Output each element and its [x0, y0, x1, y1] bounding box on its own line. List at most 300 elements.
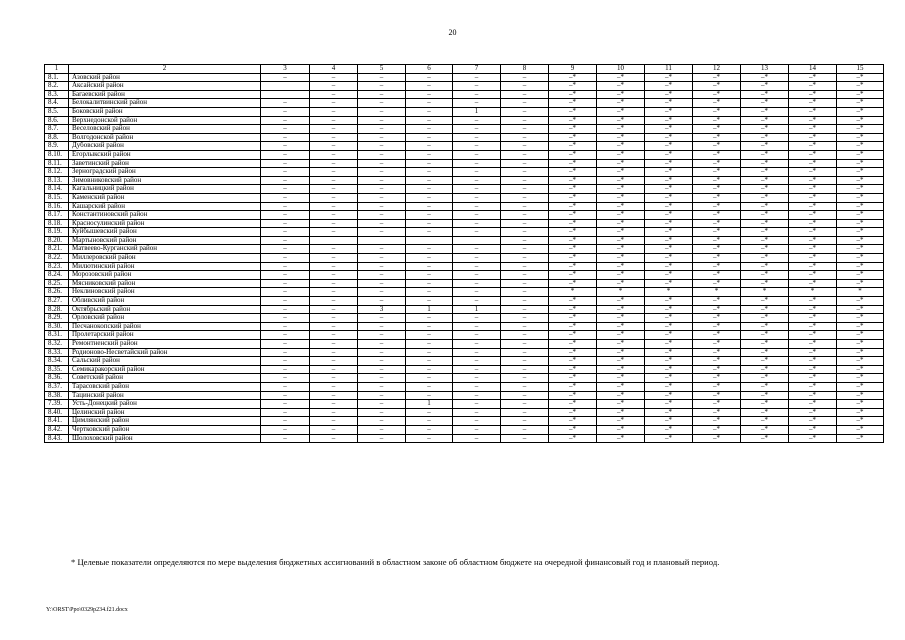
row-number: 8.7.	[45, 125, 69, 134]
table-cell: –*	[837, 202, 884, 211]
table-cell: –	[310, 228, 358, 237]
table-cell: –	[358, 348, 406, 357]
table-cell: –*	[741, 185, 789, 194]
table-cell: –*	[549, 133, 597, 142]
table-cell: –*	[645, 90, 693, 99]
table-cell: –	[453, 340, 501, 349]
table-cell: –*	[693, 176, 741, 185]
table-cell: –	[406, 107, 453, 116]
table-cell: –*	[549, 236, 597, 245]
table-cell: –*	[693, 382, 741, 391]
table-cell: –*	[741, 176, 789, 185]
table-cell: –*	[549, 365, 597, 374]
table-cell: –	[501, 408, 549, 417]
table-cell: –	[501, 288, 549, 297]
row-number: 8.13.	[45, 176, 69, 185]
table-cell: –	[358, 159, 406, 168]
table-cell: –	[261, 116, 310, 125]
table-cell: –	[261, 176, 310, 185]
table-cell: –*	[597, 133, 645, 142]
table-header-row	[45, 65, 884, 74]
table-cell: –*	[741, 305, 789, 314]
table-row	[45, 357, 884, 366]
district-name: Аксайский район	[69, 82, 261, 91]
table-cell: –*	[741, 365, 789, 374]
table-cell: –*	[837, 254, 884, 263]
table-cell: –*	[837, 142, 884, 151]
table-cell: –*	[597, 382, 645, 391]
table-cell: –	[406, 408, 453, 417]
table-cell: *	[549, 288, 597, 297]
row-number: 8.9.	[45, 142, 69, 151]
table-cell: –	[261, 245, 310, 254]
district-name: Ремонтненский район	[69, 340, 261, 349]
column-header: 5	[358, 65, 406, 74]
table-cell: –	[261, 288, 310, 297]
table-cell: *	[741, 288, 789, 297]
table-cell: –*	[741, 159, 789, 168]
table-cell: –*	[693, 262, 741, 271]
table-row	[45, 236, 884, 245]
table-cell: –	[501, 348, 549, 357]
table-cell: 1	[406, 400, 453, 409]
table-cell: –	[406, 73, 453, 82]
row-number: 8.11.	[45, 159, 69, 168]
table-cell: –*	[549, 314, 597, 323]
table-cell: –*	[741, 107, 789, 116]
table-cell: –	[358, 193, 406, 202]
table-cell: –	[310, 185, 358, 194]
table-cell: –	[453, 288, 501, 297]
district-name: Пролетарский район	[69, 331, 261, 340]
table-cell: –	[261, 271, 310, 280]
table-cell: –*	[837, 279, 884, 288]
table-cell: –*	[693, 142, 741, 151]
row-number: 8.10.	[45, 150, 69, 159]
row-number: 8.43.	[45, 434, 69, 443]
table-cell: –	[501, 116, 549, 125]
table-row	[45, 82, 884, 91]
table-cell: –*	[597, 417, 645, 426]
table-cell: –*	[693, 228, 741, 237]
table-cell: –*	[549, 185, 597, 194]
row-number: 7.39.	[45, 400, 69, 409]
table-cell: –*	[741, 133, 789, 142]
table-cell: –	[358, 202, 406, 211]
table-cell: –*	[549, 254, 597, 263]
table-cell: –*	[789, 185, 837, 194]
table-cell: –*	[837, 374, 884, 383]
district-name: Зерноградский район	[69, 168, 261, 177]
table-cell: –	[358, 425, 406, 434]
table-cell: –	[358, 262, 406, 271]
footnote: * Целевые показатели определяются по мере выделения бюджетных ассигнований в областном законе об областном бюджете на очередной финансовый год и плановый период.	[71, 557, 720, 567]
table-cell: –	[310, 365, 358, 374]
table-row	[45, 271, 884, 280]
table-cell: –*	[693, 254, 741, 263]
table-row	[45, 185, 884, 194]
table-cell: *	[789, 288, 837, 297]
table-cell: –	[358, 254, 406, 263]
row-number: 8.3.	[45, 90, 69, 99]
table-cell: –*	[597, 322, 645, 331]
table-row	[45, 116, 884, 125]
table-cell: –	[261, 331, 310, 340]
column-header: 1	[45, 65, 69, 74]
table-cell: –*	[789, 365, 837, 374]
row-number: 8.26.	[45, 288, 69, 297]
table-cell: –*	[549, 279, 597, 288]
table-cell: –*	[789, 417, 837, 426]
table-cell: –*	[837, 211, 884, 220]
table-cell: –*	[789, 297, 837, 306]
table-cell: –*	[597, 357, 645, 366]
table-cell: –	[501, 107, 549, 116]
table-cell: –	[261, 202, 310, 211]
table-cell: –*	[549, 99, 597, 108]
table-cell: –*	[693, 150, 741, 159]
table-cell: –	[406, 425, 453, 434]
table-cell: –*	[741, 99, 789, 108]
table-cell: 1	[453, 305, 501, 314]
table-cell: –*	[693, 417, 741, 426]
table-cell: –	[453, 374, 501, 383]
table-cell: –*	[741, 228, 789, 237]
table-cell: –*	[645, 271, 693, 280]
table-cell: –	[406, 279, 453, 288]
table-cell: –	[310, 245, 358, 254]
table-cell: –	[453, 150, 501, 159]
district-name: Багаевский район	[69, 90, 261, 99]
table-cell: –	[358, 73, 406, 82]
table-cell: –	[406, 434, 453, 443]
table-cell: –*	[693, 365, 741, 374]
table-cell: –*	[597, 142, 645, 151]
table-cell: –*	[741, 400, 789, 409]
table-cell: –*	[789, 271, 837, 280]
row-number: 8.29.	[45, 314, 69, 323]
row-number: 8.5.	[45, 107, 69, 116]
row-number: 8.25.	[45, 279, 69, 288]
row-number: 8.40.	[45, 408, 69, 417]
district-name: Заветинский район	[69, 159, 261, 168]
table-cell: –	[310, 107, 358, 116]
table-cell: –	[501, 314, 549, 323]
table-cell: –*	[789, 391, 837, 400]
district-name: Веселовский район	[69, 125, 261, 134]
table-cell	[358, 236, 406, 245]
table-cell: –*	[837, 236, 884, 245]
table-cell: –	[358, 314, 406, 323]
table-cell: –	[501, 305, 549, 314]
table-cell: –	[453, 159, 501, 168]
table-cell: –	[501, 331, 549, 340]
table-cell: –	[453, 408, 501, 417]
table-cell: –*	[789, 219, 837, 228]
table-cell: –*	[597, 314, 645, 323]
table-cell: –*	[741, 254, 789, 263]
table-cell: –*	[837, 107, 884, 116]
table-cell: –	[310, 202, 358, 211]
district-name: Волгодонской район	[69, 133, 261, 142]
table-cell: –*	[693, 314, 741, 323]
table-cell: –*	[645, 228, 693, 237]
table-cell: –	[406, 365, 453, 374]
table-row	[45, 107, 884, 116]
table-row	[45, 228, 884, 237]
table-cell: –*	[741, 211, 789, 220]
column-header: 2	[69, 65, 261, 74]
table-cell: –*	[645, 159, 693, 168]
table-cell: *	[693, 288, 741, 297]
table-cell: 1	[406, 305, 453, 314]
table-cell: –	[358, 99, 406, 108]
table-cell: –*	[549, 425, 597, 434]
table-cell: –	[501, 90, 549, 99]
table-cell: –*	[693, 82, 741, 91]
table-cell: –	[453, 400, 501, 409]
table-cell: –*	[693, 425, 741, 434]
table-cell: –	[261, 228, 310, 237]
table-cell: –	[358, 382, 406, 391]
table-cell: –*	[741, 168, 789, 177]
table-cell: –	[501, 340, 549, 349]
row-number: 8.27.	[45, 297, 69, 306]
district-name: Матвеево-Курганский район	[69, 245, 261, 254]
table-cell: –	[501, 142, 549, 151]
district-name: Мартыновский район	[69, 236, 261, 245]
table-cell: –*	[549, 150, 597, 159]
table-cell: –*	[741, 193, 789, 202]
table-cell: 1	[453, 107, 501, 116]
table-cell: –	[358, 211, 406, 220]
table-row	[45, 434, 884, 443]
table-cell: –*	[789, 99, 837, 108]
table-cell: –	[501, 434, 549, 443]
table-cell: –	[406, 288, 453, 297]
table-cell: –	[261, 185, 310, 194]
table-cell: –	[261, 374, 310, 383]
table-cell: –	[358, 90, 406, 99]
table-cell: –*	[645, 417, 693, 426]
table-cell: –	[261, 211, 310, 220]
table-cell: –*	[741, 425, 789, 434]
table-cell: –*	[693, 90, 741, 99]
table-cell: –	[406, 417, 453, 426]
table-cell: –*	[597, 408, 645, 417]
district-name: Шолоховский район	[69, 434, 261, 443]
table-cell: –	[406, 340, 453, 349]
table-cell: –	[501, 125, 549, 134]
table-cell: –*	[837, 297, 884, 306]
table-row	[45, 305, 884, 314]
district-name: Сальский район	[69, 357, 261, 366]
table-cell: –*	[837, 219, 884, 228]
table-cell: –	[310, 357, 358, 366]
table-cell: –*	[741, 116, 789, 125]
row-number: 8.17.	[45, 211, 69, 220]
table-cell: –	[358, 357, 406, 366]
table-cell: –	[358, 271, 406, 280]
table-cell: –*	[837, 133, 884, 142]
table-cell: –	[453, 176, 501, 185]
column-header: 10	[597, 65, 645, 74]
table-cell: –	[453, 254, 501, 263]
table-cell: –	[358, 417, 406, 426]
table-cell: –	[453, 219, 501, 228]
table-cell: –*	[789, 382, 837, 391]
table-cell: –*	[645, 73, 693, 82]
table-cell: –*	[789, 202, 837, 211]
table-cell: –*	[837, 159, 884, 168]
table-cell: –	[358, 125, 406, 134]
table-cell	[261, 90, 310, 99]
table-cell: –*	[549, 374, 597, 383]
table-cell: –*	[789, 331, 837, 340]
table-cell: –	[453, 262, 501, 271]
district-name: Кагальницкий район	[69, 185, 261, 194]
district-name: Милютинский район	[69, 262, 261, 271]
table-cell: –*	[789, 340, 837, 349]
table-cell: –	[406, 133, 453, 142]
row-number: 8.23.	[45, 262, 69, 271]
table-cell: –	[358, 107, 406, 116]
table-cell: –*	[549, 90, 597, 99]
table-cell: –	[406, 202, 453, 211]
table-cell: –*	[597, 365, 645, 374]
table-cell: –	[261, 254, 310, 263]
table-cell: –*	[837, 365, 884, 374]
table-cell: –	[358, 400, 406, 409]
table-cell: –	[501, 391, 549, 400]
table-cell: –*	[789, 90, 837, 99]
table-row	[45, 133, 884, 142]
table-cell: –	[406, 116, 453, 125]
table-row	[45, 331, 884, 340]
table-cell: –*	[789, 159, 837, 168]
table-cell	[261, 82, 310, 91]
table-row	[45, 297, 884, 306]
table-cell: –	[310, 116, 358, 125]
table-cell: –*	[597, 107, 645, 116]
table-cell: –*	[837, 322, 884, 331]
district-name: Песчанокопский район	[69, 322, 261, 331]
row-number: 8.4.	[45, 99, 69, 108]
table-cell: –*	[789, 211, 837, 220]
table-cell: –	[358, 228, 406, 237]
table-cell: –	[501, 168, 549, 177]
table-cell: –*	[549, 297, 597, 306]
table-cell: –*	[597, 202, 645, 211]
table-cell: –*	[597, 236, 645, 245]
table-row	[45, 219, 884, 228]
table-cell	[310, 236, 358, 245]
table-cell: –	[310, 142, 358, 151]
table-cell: –*	[597, 400, 645, 409]
table-cell: –*	[549, 211, 597, 220]
table-cell: –	[310, 159, 358, 168]
table-cell: –	[310, 400, 358, 409]
table-cell: –	[453, 202, 501, 211]
table-cell: –	[310, 211, 358, 220]
table-cell: –	[358, 391, 406, 400]
table-cell: 3	[358, 305, 406, 314]
table-cell: –*	[693, 348, 741, 357]
table-cell: –*	[741, 236, 789, 245]
table-cell: –	[406, 150, 453, 159]
table-cell: –	[310, 176, 358, 185]
table-row	[45, 159, 884, 168]
table-cell: –	[406, 322, 453, 331]
table-cell: –*	[741, 202, 789, 211]
column-header: 3	[261, 65, 310, 74]
file-path: Y:\ORST\Ppo\0329p234.f21.docx	[46, 607, 128, 613]
table-cell: –*	[549, 262, 597, 271]
table-cell: –	[453, 314, 501, 323]
table-row	[45, 90, 884, 99]
table-cell: –*	[789, 245, 837, 254]
table-cell: –	[453, 425, 501, 434]
table-cell: –*	[549, 228, 597, 237]
table-cell: –*	[549, 125, 597, 134]
district-name: Верхнедонской район	[69, 116, 261, 125]
district-name: Азовский район	[69, 73, 261, 82]
district-name: Миллеровский район	[69, 254, 261, 263]
table-cell: –	[358, 142, 406, 151]
table-cell: –*	[837, 391, 884, 400]
table-cell: –	[406, 193, 453, 202]
table-cell: –	[310, 340, 358, 349]
table-cell: –*	[549, 417, 597, 426]
district-name: Красносулинский район	[69, 219, 261, 228]
table-cell: –*	[645, 116, 693, 125]
table-cell: –	[310, 408, 358, 417]
table-row	[45, 202, 884, 211]
table-cell: –*	[789, 133, 837, 142]
table-cell: –*	[741, 340, 789, 349]
column-header: 8	[501, 65, 549, 74]
table-cell: –	[453, 185, 501, 194]
table-cell: –*	[549, 245, 597, 254]
table-cell: –	[310, 348, 358, 357]
table-cell: –*	[645, 279, 693, 288]
table-cell: –*	[693, 297, 741, 306]
district-name: Константиновский район	[69, 211, 261, 220]
table-cell: –*	[597, 193, 645, 202]
table-cell: –*	[549, 168, 597, 177]
table-cell: –*	[741, 331, 789, 340]
table-cell: –	[453, 297, 501, 306]
table-cell: –	[501, 297, 549, 306]
table-cell: –*	[645, 82, 693, 91]
table-cell: –*	[645, 193, 693, 202]
table-cell: –*	[693, 322, 741, 331]
table-row	[45, 340, 884, 349]
table-cell: –	[501, 400, 549, 409]
table-cell: –*	[789, 193, 837, 202]
table-cell: –	[358, 322, 406, 331]
table-cell: –*	[741, 314, 789, 323]
table-cell: –	[406, 357, 453, 366]
row-number: 8.33.	[45, 348, 69, 357]
column-header: 14	[789, 65, 837, 74]
table-cell: –*	[741, 417, 789, 426]
table-cell: –*	[741, 90, 789, 99]
table-cell: –	[453, 322, 501, 331]
table-cell: –*	[549, 400, 597, 409]
indicators-table	[44, 64, 884, 443]
table-cell: –	[261, 107, 310, 116]
